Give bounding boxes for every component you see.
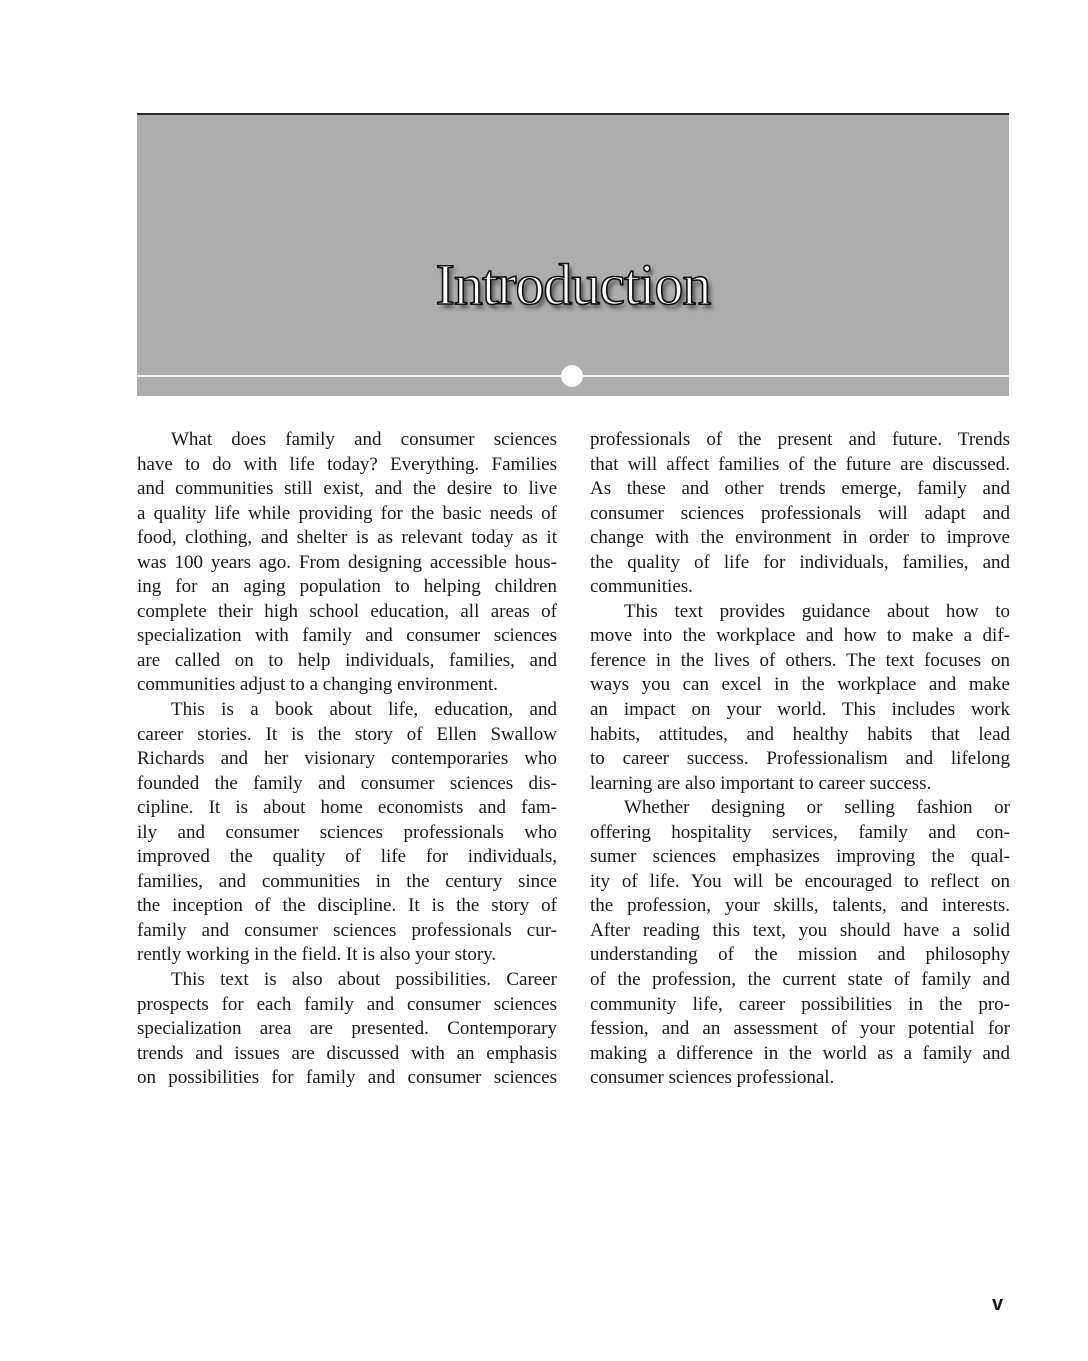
- text-line: to career success. Professionalism and lifelong: [590, 748, 1010, 770]
- text-line: ity of life. You will be encouraged to reflect on: [590, 870, 1010, 892]
- text-line: families, and communities in the century since: [137, 870, 557, 892]
- page-number: v: [992, 1293, 1004, 1315]
- text-line: making a difference in the world as a family and: [590, 1042, 1010, 1064]
- text-line: After reading this text, you should have a solid: [590, 919, 1010, 941]
- text-line: This text provides guidance about how to: [624, 600, 1010, 622]
- paragraph: [590, 796, 1010, 1091]
- text-line: habits, attitudes, and healthy habits that lead: [590, 723, 1010, 745]
- text-line: ing for an aging population to helping children: [137, 576, 557, 598]
- left-column: [137, 428, 557, 1091]
- text-line: As these and other trends emerge, family and: [590, 478, 1010, 500]
- text-line: specialization with family and consumer sciences: [137, 625, 557, 647]
- text-line: fession, and an assessment of your potential for: [590, 1018, 1010, 1040]
- text-line: Whether designing or selling fashion or: [624, 797, 1010, 819]
- text-line: offering hospitality services, family and con-: [590, 821, 1010, 843]
- text-line: and communities still exist, and the desire to live: [137, 478, 557, 500]
- text-line: an impact on your world. This includes work: [590, 699, 1010, 721]
- paragraph: [137, 698, 557, 968]
- text-line: are called on to help individuals, families, and: [137, 649, 557, 671]
- text-line: understanding of the mission and philosophy: [590, 944, 1010, 966]
- text-line: founded the family and consumer sciences dis-: [137, 772, 557, 794]
- text-line: on possibilities for family and consumer sciences: [137, 1067, 557, 1089]
- text-line: consumer sciences professionals will adapt and: [590, 502, 1010, 524]
- text-line: the inception of the discipline. It is the story of: [137, 895, 557, 917]
- text-line: have to do with life today? Everything. Families: [137, 453, 557, 475]
- text-line: This text is also about possibilities. Career: [171, 969, 557, 991]
- paragraph: [590, 428, 1010, 600]
- text-line: improved the quality of life for individuals,: [137, 846, 557, 868]
- text-line: was 100 years ago. From designing accessible hous-: [137, 551, 557, 573]
- text-line: that will affect families of the future are discussed.: [590, 453, 1010, 475]
- text-line: consumer sciences professional.: [590, 1067, 835, 1089]
- text-line: sumer sciences emphasizes improving the qual-: [590, 846, 1010, 868]
- text-line: learning are also important to career success.: [590, 772, 932, 794]
- page-title: Introduction: [435, 252, 711, 317]
- text-line: specialization area are presented. Contemporary: [137, 1018, 557, 1040]
- banner-dot-ornament: [561, 365, 583, 387]
- text-line: community life, career possibilities in the pro-: [590, 993, 1010, 1015]
- text-line: communities.: [590, 576, 693, 598]
- text-line: food, clothing, and shelter is as relevant today as it: [137, 527, 557, 549]
- text-line: career stories. It is the story of Ellen Swallow: [137, 723, 557, 745]
- text-line: the profession, your skills, talents, and interests.: [590, 895, 1010, 917]
- text-line: Richards and her visionary contemporaries who: [137, 748, 557, 770]
- text-line: the quality of life for individuals, families, and: [590, 551, 1010, 573]
- text-line: This is a book about life, education, and: [171, 699, 557, 721]
- text-line: complete their high school education, all areas of: [137, 600, 557, 622]
- right-column: [590, 428, 1010, 1091]
- text-line: ily and consumer sciences professionals who: [137, 821, 557, 843]
- text-line: trends and issues are discussed with an emphasis: [137, 1042, 557, 1064]
- text-line: What does family and consumer sciences: [171, 429, 557, 450]
- paragraph: [137, 968, 557, 1091]
- text-line: a quality life while providing for the basic needs of: [137, 502, 557, 524]
- text-line: move into the workplace and how to make a dif-: [590, 625, 1010, 647]
- text-line: change with the environment in order to improve: [590, 527, 1010, 549]
- text-line: of the profession, the current state of family and: [590, 969, 1010, 991]
- text-line: cipline. It is about home economists and fam-: [137, 797, 557, 819]
- paragraph: [137, 428, 557, 698]
- paragraph: [590, 600, 1010, 796]
- text-line: ference in the lives of others. The text focuses on: [590, 649, 1010, 671]
- text-line: family and consumer sciences professionals cur-: [137, 919, 557, 941]
- text-line: ways you can excel in the workplace and make: [590, 674, 1010, 696]
- text-line: professionals of the present and future. Trends: [590, 429, 1010, 450]
- text-line: communities adjust to a changing environment.: [137, 674, 498, 696]
- text-line: rently working in the field. It is also your story.: [137, 944, 497, 966]
- chapter-banner: [137, 113, 1009, 396]
- text-line: prospects for each family and consumer sciences: [137, 993, 557, 1015]
